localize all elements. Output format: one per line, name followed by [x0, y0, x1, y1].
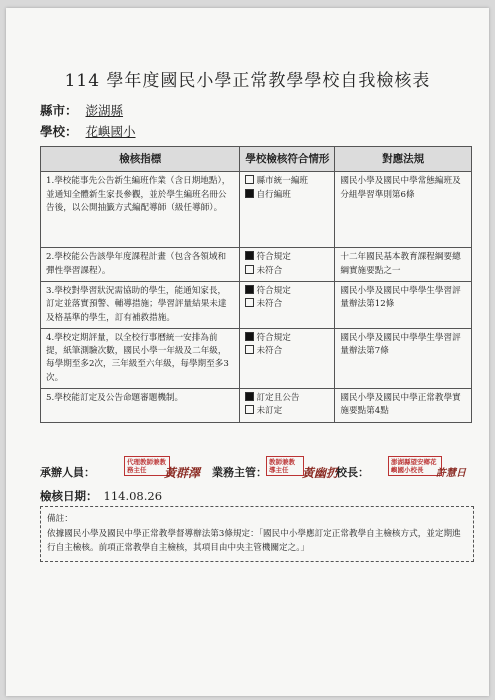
regulation-cell: 國民小學及國民中學學生學習評量辦法第12條 [335, 281, 472, 328]
option-label: 未符合 [256, 299, 283, 310]
checkbox-checked-icon[interactable] [245, 285, 254, 294]
option-label: 縣市統一編班 [256, 176, 309, 187]
indicator-cell: 5.學校能訂定及公告命題審題機制。 [41, 389, 240, 423]
option-item[interactable] [245, 392, 329, 405]
option-label: 未符合 [256, 265, 283, 276]
table-row [41, 328, 472, 388]
option-item[interactable] [245, 332, 329, 345]
option-item[interactable] [245, 405, 329, 418]
checklist-table [40, 146, 472, 423]
signature-row [40, 456, 472, 486]
status-cell [240, 328, 335, 388]
principal-label: 校長： [336, 466, 369, 479]
principal-signature: 許慧日 [436, 468, 466, 479]
option-item[interactable] [245, 298, 329, 311]
indicator-cell: 3.學校對學習狀況需協助的學生，能通知家長，訂定並落實預警、輔導措施；學習評量結果未達及格基準的學生，訂有補救措施。 [41, 281, 240, 328]
regulation-cell: 國民小學及國民中學常態編班及分組學習準則第6條 [335, 172, 472, 248]
option-label: 未符合 [256, 346, 283, 357]
preparer-signature: 黃群澤 [164, 466, 201, 480]
option-item[interactable] [245, 265, 329, 278]
table-header-row [41, 147, 472, 172]
note-heading: 備註： [47, 514, 73, 524]
preparer-title-stamp: 代理教師兼教務主任 [124, 456, 170, 476]
checkbox-checked-icon[interactable] [245, 251, 254, 260]
check-date-label: 檢核日期： [40, 489, 98, 503]
checkbox-icon[interactable] [245, 345, 254, 354]
checkbox-checked-icon[interactable] [245, 392, 254, 401]
option-item[interactable] [245, 285, 329, 298]
school-value: 花嶼國小 [85, 124, 136, 139]
option-label: 符合規定 [256, 332, 291, 343]
preparer-label: 承辦人員： [40, 466, 95, 479]
checkbox-icon[interactable] [245, 298, 254, 307]
table-row [41, 281, 472, 328]
checkbox-checked-icon[interactable] [245, 332, 254, 341]
option-label: 符合規定 [256, 285, 291, 296]
table-row [41, 172, 472, 248]
page-title: 114 學年度國民小學正常教學學校自我檢核表 [64, 71, 431, 91]
option-item[interactable] [245, 175, 329, 188]
checkbox-icon[interactable] [245, 175, 254, 184]
option-label: 符合規定 [256, 252, 291, 263]
header-indicator: 檢核指標 [41, 147, 240, 172]
check-date-line [40, 488, 162, 504]
option-label: 自行編班 [256, 189, 291, 200]
table-row [41, 248, 472, 282]
regulation-cell: 國民小學及國民中學正常教學實施要點第4點 [335, 389, 472, 423]
regulation-cell: 十二年國民基本教育課程綱要總綱實施要點之一 [335, 248, 472, 282]
county-label: 縣市： [40, 103, 78, 118]
option-item[interactable] [245, 345, 329, 358]
indicator-cell: 2.學校能公告該學年度課程計畫（包含各領域和彈性學習課程）。 [41, 248, 240, 282]
option-item[interactable] [245, 251, 329, 264]
indicator-cell: 1.學校能事先公告新生編班作業（含日期地點），並通知全體新生家長參觀，並於學生編班名冊公告後，以公開抽籤方式編配導師（級任導師）。 [41, 172, 240, 248]
checkbox-icon[interactable] [245, 405, 254, 414]
document-page [6, 8, 489, 696]
regulation-cell: 國民小學及國民中學學生學習評量辦法第7條 [335, 328, 472, 388]
school-line [40, 122, 136, 140]
status-cell [240, 248, 335, 282]
option-label: 訂定且公告 [256, 393, 300, 404]
check-date-value: 114.08.26 [103, 489, 163, 503]
school-label: 學校： [40, 124, 78, 139]
header-status: 學校檢核符合情形 [240, 147, 335, 172]
indicator-cell: 4.學校定期評量，以全校行事曆統一安排為前提，紙筆測驗次數，國民小學一年級及二年級，每學期至多2次，三年級至六年級，每學期至多3次。 [41, 328, 240, 388]
note-box [40, 506, 474, 562]
checkbox-checked-icon[interactable] [245, 189, 254, 198]
checkbox-icon[interactable] [245, 265, 254, 274]
principal-title-stamp: 澎湖縣望安鄉花嶼國小校長 [388, 456, 442, 476]
supervisor-signature: 黃幽扔 [302, 466, 339, 480]
supervisor-title-stamp: 教師兼教導主任 [266, 456, 304, 476]
county-line [40, 101, 123, 119]
note-body: 依據國民小學及國民中學正常教學督導辦法第3條規定：「國民中小學應訂定正常教學自主檢核方式，並定期進行自主檢核。前項正常教學自主檢核，其項目由中央主管機關定之。」 [47, 528, 461, 554]
status-cell [240, 389, 335, 423]
option-item[interactable] [245, 189, 329, 202]
status-cell [240, 172, 335, 248]
header-regulation: 對應法規 [335, 147, 472, 172]
table-row [41, 389, 472, 423]
supervisor-label: 業務主管： [212, 466, 267, 479]
option-label: 未訂定 [256, 406, 283, 417]
status-cell [240, 281, 335, 328]
county-value: 澎湖縣 [85, 103, 124, 118]
